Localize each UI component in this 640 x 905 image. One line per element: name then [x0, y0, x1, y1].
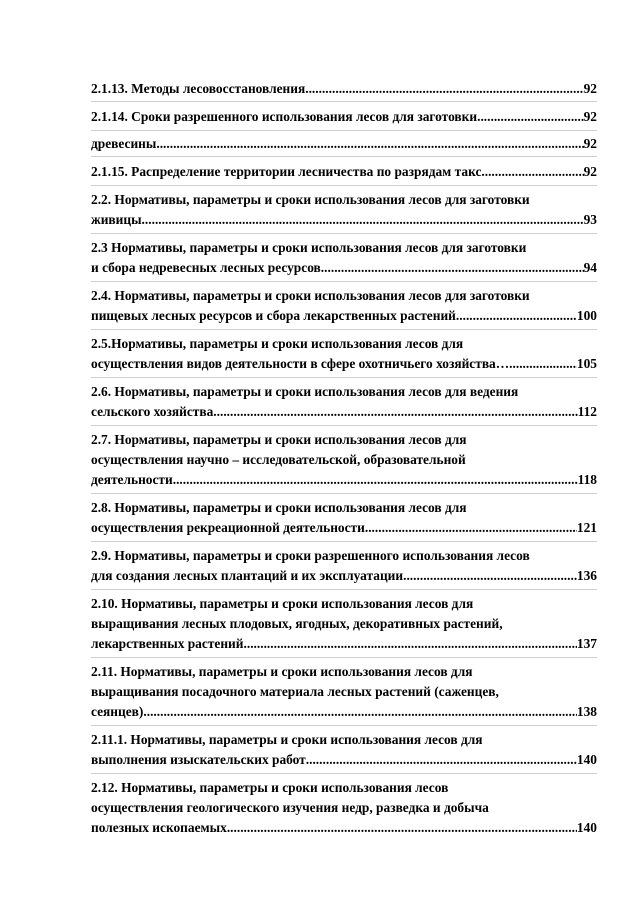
toc-entry-page-number: 138: [576, 704, 597, 719]
toc-entry-line: осуществления научно – исследовательской, образовательной: [91, 452, 466, 467]
toc-entry-title: 2.1.15. Распределение территории лесничества по разрядам такс: [91, 164, 482, 179]
dot-leader: [481, 162, 583, 182]
toc-entry-title: пищевых лесных ресурсов и сбора лекарственных растений: [91, 308, 456, 323]
toc-entry-title: 2.1.13. Методы лесовосстановления: [91, 81, 306, 96]
dot-leader: [142, 210, 584, 230]
toc-entry-page-number: 93: [583, 212, 597, 227]
toc-entry-line: 2.4. Нормативы, параметры и сроки использования лесов для заготовки: [91, 288, 530, 303]
toc-entry-last-line: [91, 566, 597, 586]
dot-leader: [227, 818, 577, 838]
toc-entry[interactable]: [91, 541, 597, 589]
table-of-contents: [91, 76, 597, 841]
dot-leader: [456, 306, 577, 326]
toc-entry-page-number: 92: [583, 164, 597, 179]
toc-entry-last-line: [91, 518, 597, 538]
toc-entry[interactable]: [91, 233, 597, 281]
dot-leader: [403, 566, 577, 586]
toc-entry-page-number: 137: [576, 636, 597, 651]
toc-entry-line: 2.12. Нормативы, параметры и сроки использования лесов: [91, 780, 449, 795]
toc-entry[interactable]: [91, 156, 597, 185]
dot-leader: [244, 634, 577, 654]
toc-entry-line: 2.2. Нормативы, параметры и сроки использования лесов для заготовки: [91, 192, 530, 207]
toc-entry-title: осуществления рекреационной деятельности: [91, 520, 365, 535]
toc-entry-line: 2.11. Нормативы, параметры и сроки использования лесов для: [91, 664, 473, 679]
toc-entry[interactable]: [91, 425, 597, 493]
toc-entry[interactable]: [91, 589, 597, 657]
toc-entry-line: 2.3 Нормативы, параметры и сроки использования лесов для заготовки: [91, 240, 527, 255]
toc-entry[interactable]: [91, 281, 597, 329]
toc-entry-line: выращивания посадочного материала лесных растений (саженцев,: [91, 684, 499, 699]
toc-entry-title: сельского хозяйства: [91, 404, 214, 419]
toc-entry[interactable]: [91, 773, 597, 841]
toc-entry-last-line: [91, 306, 597, 326]
toc-entry-page-number: 92: [583, 136, 597, 151]
toc-entry[interactable]: [91, 329, 597, 377]
toc-entry-line: 2.11.1. Нормативы, параметры и сроки использования лесов для: [91, 732, 483, 747]
toc-entry-title: деятельности: [91, 472, 173, 487]
toc-entry-title: выполнения изыскательских работ: [91, 752, 306, 767]
dot-leader: [213, 402, 577, 422]
toc-entry-last-line: [91, 107, 597, 127]
dot-leader: [173, 470, 578, 490]
toc-entry-title: древесины: [91, 136, 157, 151]
dot-leader: [143, 702, 577, 722]
toc-entry-line: 2.6. Нормативы, параметры и сроки использования лесов для ведения: [91, 384, 519, 399]
toc-entry-last-line: [91, 79, 597, 99]
dot-leader: [365, 518, 577, 538]
toc-entry[interactable]: [91, 130, 597, 156]
toc-entry[interactable]: [91, 657, 597, 725]
dot-leader: [513, 354, 577, 374]
toc-entry[interactable]: [91, 76, 597, 101]
toc-entry-page-number: 100: [576, 308, 597, 323]
toc-entry-page-number: 136: [576, 568, 597, 583]
toc-entry-page-number: 140: [576, 752, 597, 767]
toc-entry-last-line: [91, 470, 597, 490]
toc-entry-title: и сбора недревесных лесных ресурсов: [91, 260, 321, 275]
toc-entry[interactable]: [91, 185, 597, 233]
toc-entry-page-number: 92: [583, 109, 597, 124]
toc-entry-title: сеянцев): [91, 704, 144, 719]
toc-entry-last-line: [91, 634, 597, 654]
toc-entry[interactable]: [91, 377, 597, 425]
toc-entry-line: 2.9. Нормативы, параметры и сроки разрешенного использования лесов: [91, 548, 530, 563]
toc-entry[interactable]: [91, 101, 597, 130]
toc-entry-title: 2.1.14. Сроки разрешенного использования лесов для заготовки: [91, 109, 478, 124]
toc-entry-line: 2.7. Нормативы, параметры и сроки использования лесов для: [91, 432, 467, 447]
toc-entry-title: для создания лесных плантаций и их эксплуатации: [91, 568, 404, 583]
toc-entry-last-line: [91, 258, 597, 278]
toc-entry-last-line: [91, 162, 597, 182]
toc-entry-last-line: [91, 750, 597, 770]
toc-entry-last-line: [91, 134, 597, 154]
toc-entry-line: 2.5.Нормативы, параметры и сроки использования лесов для: [91, 336, 464, 351]
toc-entry-page-number: 140: [576, 820, 597, 835]
dot-leader: [321, 258, 584, 278]
toc-entry-last-line: [91, 402, 597, 422]
toc-entry-last-line: [91, 818, 597, 838]
toc-entry-page-number: 105: [576, 356, 597, 371]
toc-entry[interactable]: [91, 493, 597, 541]
dot-leader: [305, 79, 583, 99]
dot-leader: [477, 107, 584, 127]
toc-entry-title: живицы: [91, 212, 142, 227]
toc-entry-page-number: 94: [583, 260, 597, 275]
toc-entry-page-number: 121: [576, 520, 597, 535]
toc-entry-title: лекарственных растений: [91, 636, 244, 651]
toc-entry-page-number: 118: [577, 472, 597, 487]
toc-entry-last-line: [91, 210, 597, 230]
toc-entry-line: 2.8. Нормативы, параметры и сроки использования лесов для: [91, 500, 467, 515]
toc-entry-title: осуществления видов деятельности в сфере охотничьего хозяйства….: [91, 356, 513, 371]
toc-entry-line: 2.10. Нормативы, параметры и сроки использования лесов для: [91, 596, 474, 611]
toc-entry-page-number: 92: [583, 81, 597, 96]
toc-entry[interactable]: [91, 725, 597, 773]
dot-leader: [156, 134, 583, 154]
toc-entry-page-number: 112: [577, 404, 597, 419]
toc-entry-line: осуществления геологического изучения недр, разведка и добыча: [91, 800, 489, 815]
toc-entry-title: полезных ископаемых: [91, 820, 227, 835]
dot-leader: [306, 750, 577, 770]
toc-entry-line: выращивания лесных плодовых, ягодных, декоративных растений,: [91, 616, 503, 631]
toc-entry-last-line: [91, 354, 597, 374]
toc-entry-last-line: [91, 702, 597, 722]
